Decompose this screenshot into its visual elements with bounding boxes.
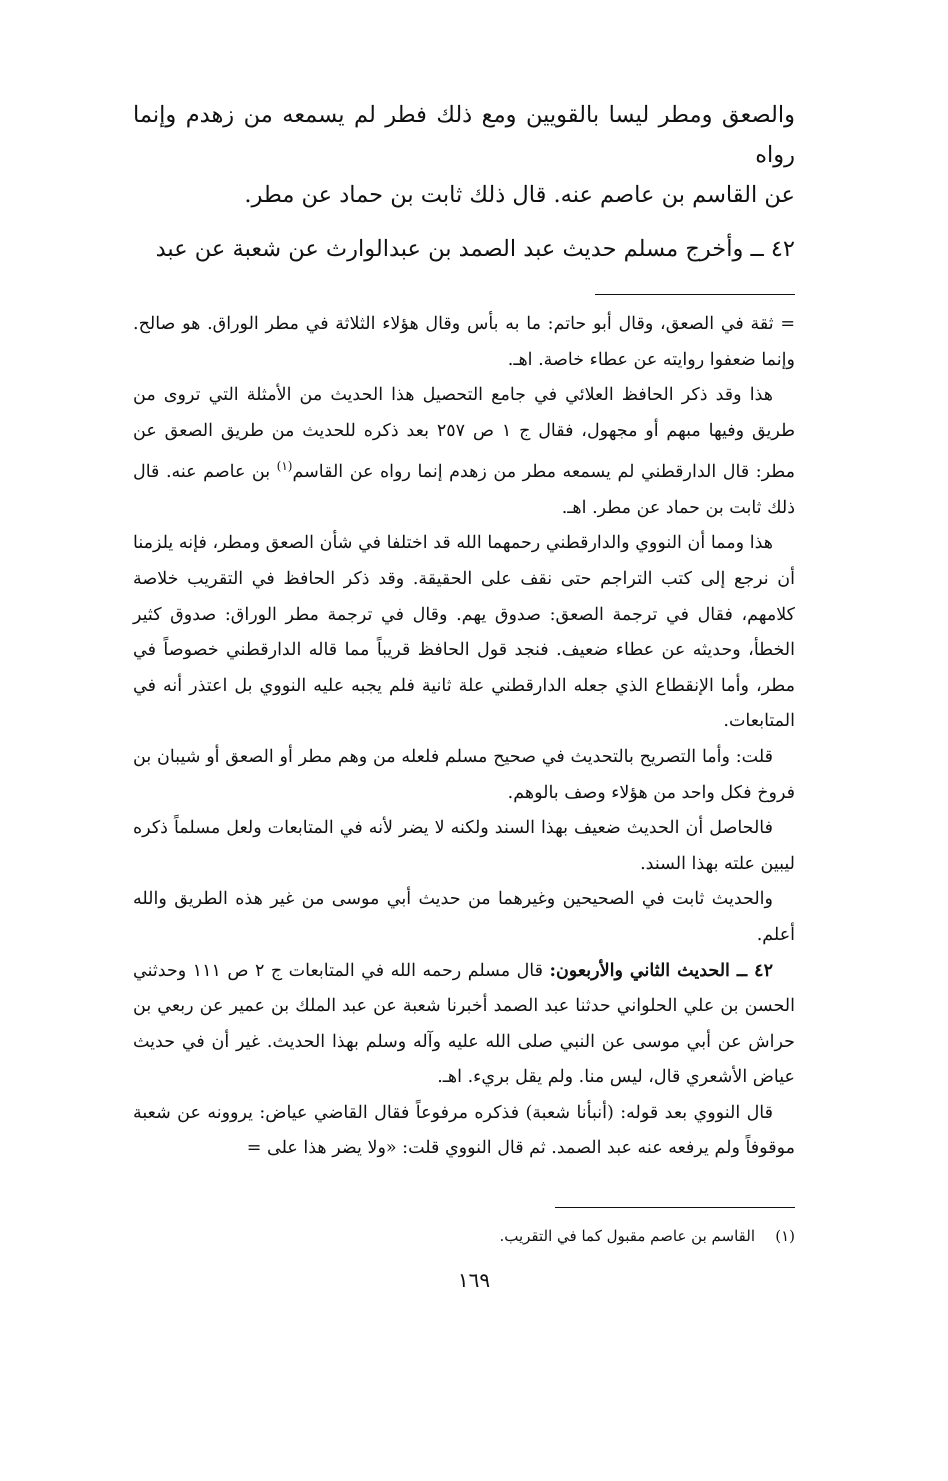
footnote-rule [555,1207,795,1208]
main-line: والصعق ومطر ليسا بالقويين ومع ذلك فطر لم يسمعه من زهدم وإنما رواه [133,102,795,168]
note-paragraph: قال النووي بعد قوله: (أنبأنا شعبة) فذكره مرفوعاً فقال القاضي عياض: يروونه عن شعبة موقوفاً ولم يرفعه عنه عبد الصمد. ثم قال النووي قلت: «ولا يضر هذا على = [133,1102,795,1159]
margin-notes [133,307,795,1167]
separator-rule [595,294,795,295]
main-text [133,95,795,269]
note-text: بن عاصم عنه. قال ذلك ثابت بن حماد عن مطر. اهـ. [133,462,795,518]
note-paragraph: هذا ومما أن النووي والدارقطني رحمهما الله قد اختلفا في شأن الصعق ومطر، فإنه يلزمنا أن نرجع إلى كتب التراجم حتى نقف على الحقيقة. وقد ذكر الحافظ في التقريب خلاصة كلامهم، فقال في ترجمة الصعق: صدوق يهم. وقال في ترجمة مطر الوراق: صدوق كثير الخطأ، وحديثه عن عطاء ضعيف. فنجد قول الحافظ قريباً مما قاله الدارقطني خصوصاً في مطر، وأما الإنقطاع الذي جعله الدارقطني علة ثانية فلم يجبه عليه النووي بل اعتذر أنه في المتابعات. [133,533,795,732]
note-paragraph: = ثقة في الصعق، وقال أبو حاتم: ما به بأس وقال هؤلاء الثلاثة في مطر الوراق. هو صالح. وإنما ضعفوا روايته عن عطاء خاصة. اهـ. [133,314,795,370]
note-paragraph: والحديث ثابت في الصحيحين وغيرهما من حديث أبي موسى من غير هذه الطريق والله أعلم. [133,889,795,945]
footnote-text: القاسم بن عاصم مقبول كما في التقريب. [499,1227,755,1246]
note-paragraph [133,378,795,526]
note-paragraph: فالحاصل أن الحديث ضعيف بهذا السند ولكنه لا يضر لأنه في المتابعات ولعل مسلماً ذكره ليبين علته بهذا السند. [133,818,795,874]
hadith-heading: ٤٢ ــ الحديث الثاني والأربعون: [549,960,773,981]
note-paragraph [133,954,795,1096]
footnote-ref: (١) [276,459,293,474]
page-content [133,95,795,1250]
page-number: ١٦٩ [457,1268,491,1292]
footnote [133,1222,795,1250]
main-line: ٤٢ ــ وأخرج مسلم حديث عبد الصمد بن عبدالوارث عن شعبة عن عبد [155,236,795,262]
note-text: قال مسلم رحمه الله في المتابعات ج ٢ ص ١١١ وحدثني الحسن بن علي الحلواني حدثنا عبد الصمد أخبرنا شعبة عن عبد الملك بن عمير عن ربعي بن حراش عن أبي موسى عن النبي صلى الله عليه وآله وسلم بهذا الحديث. غير أن في حديث عياض الأشعري قال، ليس منا. ولم يقل بريء. اهـ. [133,960,795,1088]
footnote-number: (١) [775,1227,795,1246]
main-line: عن القاسم بن عاصم عنه. قال ذلك ثابت بن حماد عن مطر. [244,182,795,208]
note-paragraph: قلت: وأما التصريح بالتحديث في صحيح مسلم فلعله من وهم مطر أو الصعق أو شيبان بن فروخ فكل واحد من هؤلاء وصف بالوهم. [133,746,795,803]
note-text: هذا وقد ذكر الحافظ العلائي في جامع التحصيل هذا الحديث من الأمثلة التي تروى من طريق وفيها مبهم أو مجهول، فقال ج ١ ص ٢٥٧ بعد ذكره للحديث من طريق الصعق عن مطر: قال الدارقطني لم يسمعه مطر من زهدم إنما رواه عن القاسم [133,385,795,483]
